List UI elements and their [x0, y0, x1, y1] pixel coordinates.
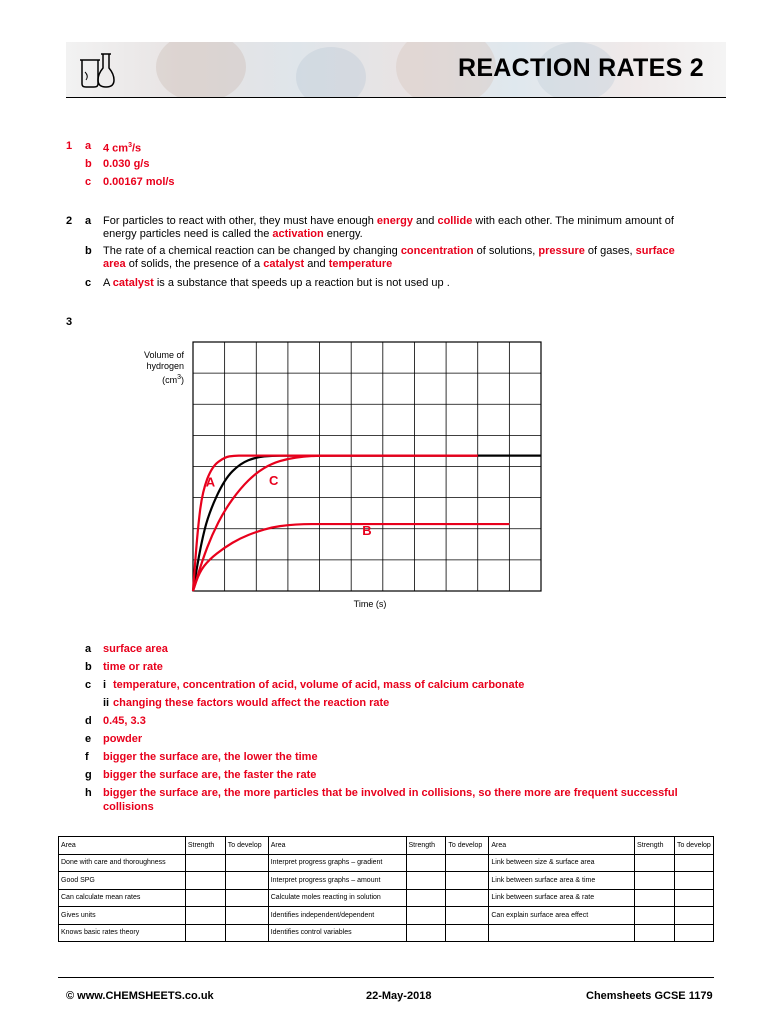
chart-x-axis-label: Time (s): [353, 599, 387, 609]
to-develop-cell[interactable]: [446, 872, 489, 890]
q2c-text: A catalyst is a substance that speeds up a reaction but is not used up .: [103, 277, 450, 289]
to-develop-cell[interactable]: [446, 854, 489, 872]
footer-website: © www.CHEMSHEETS.co.uk: [66, 990, 214, 1002]
rubric-row: [59, 924, 714, 942]
to-develop-cell[interactable]: [674, 889, 713, 907]
strength-cell[interactable]: [635, 872, 675, 890]
rubric-row: [59, 889, 714, 907]
q2-number: 2: [66, 215, 73, 227]
footer-reference: Chemsheets GCSE 1179: [586, 990, 713, 1002]
rubric-header: Strength: [635, 837, 675, 855]
to-develop-cell[interactable]: [225, 907, 268, 925]
curve-label-A: A: [205, 474, 216, 490]
q2a-text: For particles to react with other, they must have enough energy and collide with each other. The minimum amount of energy particles need is called the activation energy.: [103, 215, 674, 240]
q1c-label: c: [85, 176, 92, 188]
q1b-answer: 0.030 g/s: [103, 158, 150, 170]
rubric-header: Area: [59, 837, 186, 855]
curve-label-C: C: [268, 473, 279, 489]
rubric-header: Strength: [406, 837, 446, 855]
q3-answer-label: a: [85, 643, 92, 655]
q3-answer-text: changing these factors would affect the reaction rate: [113, 697, 390, 709]
q3-number: 3: [66, 316, 73, 328]
to-develop-cell[interactable]: [674, 872, 713, 890]
q3-answer-text: time or rate: [103, 661, 163, 673]
q1-number: 1: [66, 140, 73, 152]
q3-answer-label: d: [85, 715, 92, 727]
to-develop-cell[interactable]: [674, 907, 713, 925]
rubric-row: [59, 872, 714, 890]
rubric-area: Identifies independent/dependent: [268, 907, 406, 925]
q3-answer-text: surface area: [103, 643, 168, 655]
to-develop-cell[interactable]: [446, 889, 489, 907]
q1a-answer: 4 $cm^3/s$: [103, 142, 142, 155]
strength-cell[interactable]: [406, 907, 446, 925]
q3-answer-label: c: [85, 679, 92, 691]
rubric-row: [59, 907, 714, 925]
strength-cell[interactable]: [635, 924, 675, 942]
q3-answer-text: powder: [103, 733, 143, 745]
q3-answer-text: temperature, concentration of acid, volume of acid, mass of calcium carbonate: [113, 679, 525, 691]
chart-y-axis-label: Volume of hydrogen $(cm^3)$: [143, 350, 184, 385]
rubric-area: Link between size & surface area: [489, 854, 635, 872]
to-develop-cell[interactable]: [674, 924, 713, 942]
to-develop-cell[interactable]: [225, 924, 268, 942]
strength-cell[interactable]: [635, 889, 675, 907]
q3-answer-label: e: [85, 733, 92, 745]
to-develop-cell[interactable]: [446, 924, 489, 942]
q3-answer-text: collisions: [103, 801, 154, 813]
rubric-area: [489, 924, 635, 942]
rubric-area: Done with care and thoroughness: [59, 854, 186, 872]
q1a-label: a: [85, 140, 92, 152]
strength-cell[interactable]: [185, 854, 225, 872]
q3-answer-sublabel: i: [103, 679, 107, 691]
rubric-header: To develop: [674, 837, 713, 855]
strength-cell[interactable]: [185, 924, 225, 942]
q3-answer-label: f: [85, 751, 89, 763]
q1b-label: b: [85, 158, 92, 170]
to-develop-cell[interactable]: [674, 854, 713, 872]
assessment-rubric-table: [58, 836, 714, 942]
footer-divider: [58, 977, 714, 978]
strength-cell[interactable]: [406, 889, 446, 907]
q2b-text: The rate of a chemical reaction can be changed by changing concentration of solutions, pressure of gases, surface area of solids, the presence of a catalyst and temperature: [103, 245, 675, 270]
rubric-area: Can explain surface area effect: [489, 907, 635, 925]
q3-answer-text: bigger the surface are, the lower the time: [103, 751, 318, 763]
rubric-area: Can calculate mean rates: [59, 889, 186, 907]
rubric-header: Area: [268, 837, 406, 855]
q3-answer-text: bigger the surface are, the faster the rate: [103, 769, 317, 781]
rubric-area: Calculate moles reacting in solution: [268, 889, 406, 907]
strength-cell[interactable]: [185, 872, 225, 890]
to-develop-cell[interactable]: [446, 907, 489, 925]
rubric-area: Identifies control variables: [268, 924, 406, 942]
rubric-area: Interpret progress graphs – amount: [268, 872, 406, 890]
q1c-answer: 0.00167 mol/s: [103, 176, 175, 188]
strength-cell[interactable]: [406, 872, 446, 890]
rubric-area: Link between surface area & rate: [489, 889, 635, 907]
rubric-row: [59, 854, 714, 872]
rubric-area: Interpret progress graphs – gradient: [268, 854, 406, 872]
footer-date: 22-May-2018: [366, 990, 432, 1002]
strength-cell[interactable]: [406, 854, 446, 872]
q3-answer-sublabel: ii: [103, 697, 110, 709]
to-develop-cell[interactable]: [225, 872, 268, 890]
q3-answer-label: b: [85, 661, 92, 673]
rubric-area: Link between surface area & time: [489, 872, 635, 890]
q3-answer-label: g: [85, 769, 92, 781]
q3-answer-text: 0.45, 3.3: [103, 715, 146, 727]
q2c-label: c: [85, 277, 92, 289]
q3-answer-label: h: [85, 787, 92, 799]
rubric-header: To develop: [225, 837, 268, 855]
rubric-header: To develop: [446, 837, 489, 855]
q2a-label: a: [85, 215, 92, 227]
page-title: REACTION RATES 2: [457, 54, 704, 82]
rubric-header-row: [59, 837, 714, 855]
rubric-header: Strength: [185, 837, 225, 855]
strength-cell[interactable]: [635, 854, 675, 872]
rubric-area: Knows basic rates theory: [59, 924, 186, 942]
rubric-area: Gives units: [59, 907, 186, 925]
strength-cell[interactable]: [635, 907, 675, 925]
strength-cell[interactable]: [185, 907, 225, 925]
q2b-label: b: [85, 245, 92, 257]
rubric-header: Area: [489, 837, 635, 855]
strength-cell[interactable]: [185, 889, 225, 907]
to-develop-cell[interactable]: [225, 854, 268, 872]
strength-cell[interactable]: [406, 924, 446, 942]
q3-answer-text: bigger the surface are, the more particles that be involved in collisions, so there more are frequent successful: [103, 787, 678, 799]
curve-label-B: B: [362, 522, 372, 538]
rubric-area: Good SPG: [59, 872, 186, 890]
to-develop-cell[interactable]: [225, 889, 268, 907]
